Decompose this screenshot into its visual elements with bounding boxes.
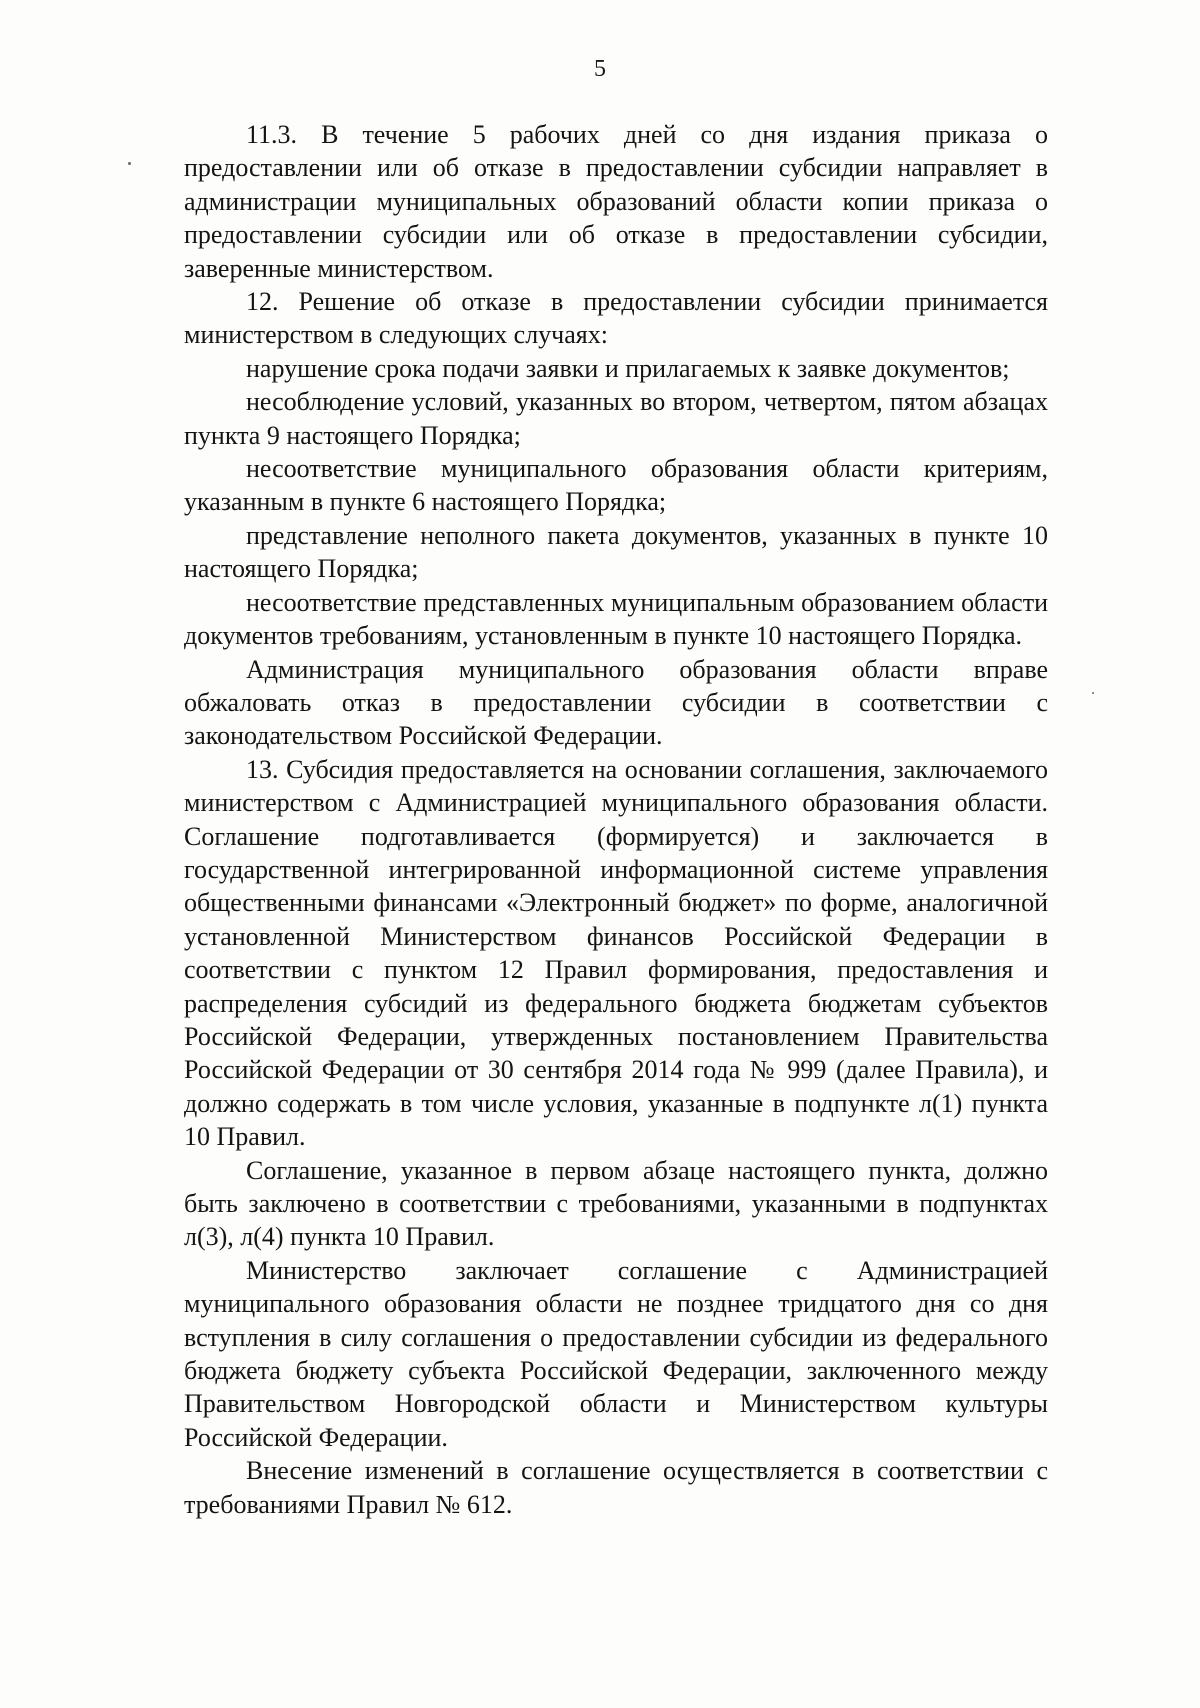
paragraph-agreement-deadline: Министерство заключает соглашение с Администрацией муниципального образования области не позднее тридцатого дня со дня вступления в силу соглашения о предоставлении субсидии из федерального бюджета бюджету субъекта Российской Федерации, заключенного между Правительством Новгородской области и Министерством культуры Российской Федерации. [184,1255,1048,1452]
list-item-deadline-violation: нарушение срока подачи заявки и прилагаемых к заявке документов; [246,353,1010,383]
paragraph-11-3: 11.3. В течение 5 рабочих дней со дня издания приказа о предоставлении или об отказе в предоставлении субсидии направляет в администрации муниципальных образований области копии приказа о предоставлении субсидии или об отказе в предоставлении субсидии, заверенные министерством. [184,120,1048,283]
list-item-criteria-mismatch: несоответствие муниципального образования области критериям, указанным в пункте 6 настоящего Порядка; [184,454,1048,517]
document-body [184,118,1048,1521]
scan-speck [128,162,131,165]
scan-speck [1092,692,1094,694]
paragraph-amendments: Внесение изменений в соглашение осуществляется в соответствии с требованиями Правил № 612. [184,1456,1048,1519]
list-item-requirements-mismatch: несоответствие представленных муниципальным образованием области документов требованиям, установленным в пункте 10 настоящего Порядка. [184,587,1048,651]
page-number: 5 [594,56,606,82]
paragraph-12: 12. Решение об отказе в предоставлении субсидии принимается министерством в следующих случаях: [184,287,1048,350]
paragraph-appeal: Администрация муниципального образования области вправе обжаловать отказ в предоставлении субсидии в соответствии с законодательством Российской Федерации. [184,654,1048,751]
list-item-incomplete-package: представление неполного пакета документов, указанных в пункте 10 настоящего Порядка; [184,520,1048,584]
paragraph-agreement-requirements: Соглашение, указанное в первом абзаце настоящего пункта, должно быть заключено в соответствии с требованиями, указанными в подпунктах л(3), л(4) пункта 10 Правил. [184,1155,1048,1252]
paragraph-13: 13. Субсидия предоставляется на основании соглашения, заключаемого министерством с Администрацией муниципального образования области. Соглашение подготавливается (формируется) и заключается в государственной интегрированной информационной системе управления общественными финансами «Электронный бюджет» по форме, аналогичной установленной Министерством финансов Российской Федерации в соответствии с пунктом 12 Правил формирования, предоставления и распределения субсидий из федерального бюджета бюджетам субъектов Российской Федерации, утвержденных постановлением Правительства Российской Федерации от 30 сентября 2014 года № 999 (далее Правила), и должно содержать в том числе условия, указанные в подпункте л(1) пункта 10 Правил. [184,754,1048,1152]
list-item-conditions-violation: несоблюдение условий, указанных во втором, четвертом, пятом абзацах пункта 9 настоящего Порядка; [184,387,1048,450]
